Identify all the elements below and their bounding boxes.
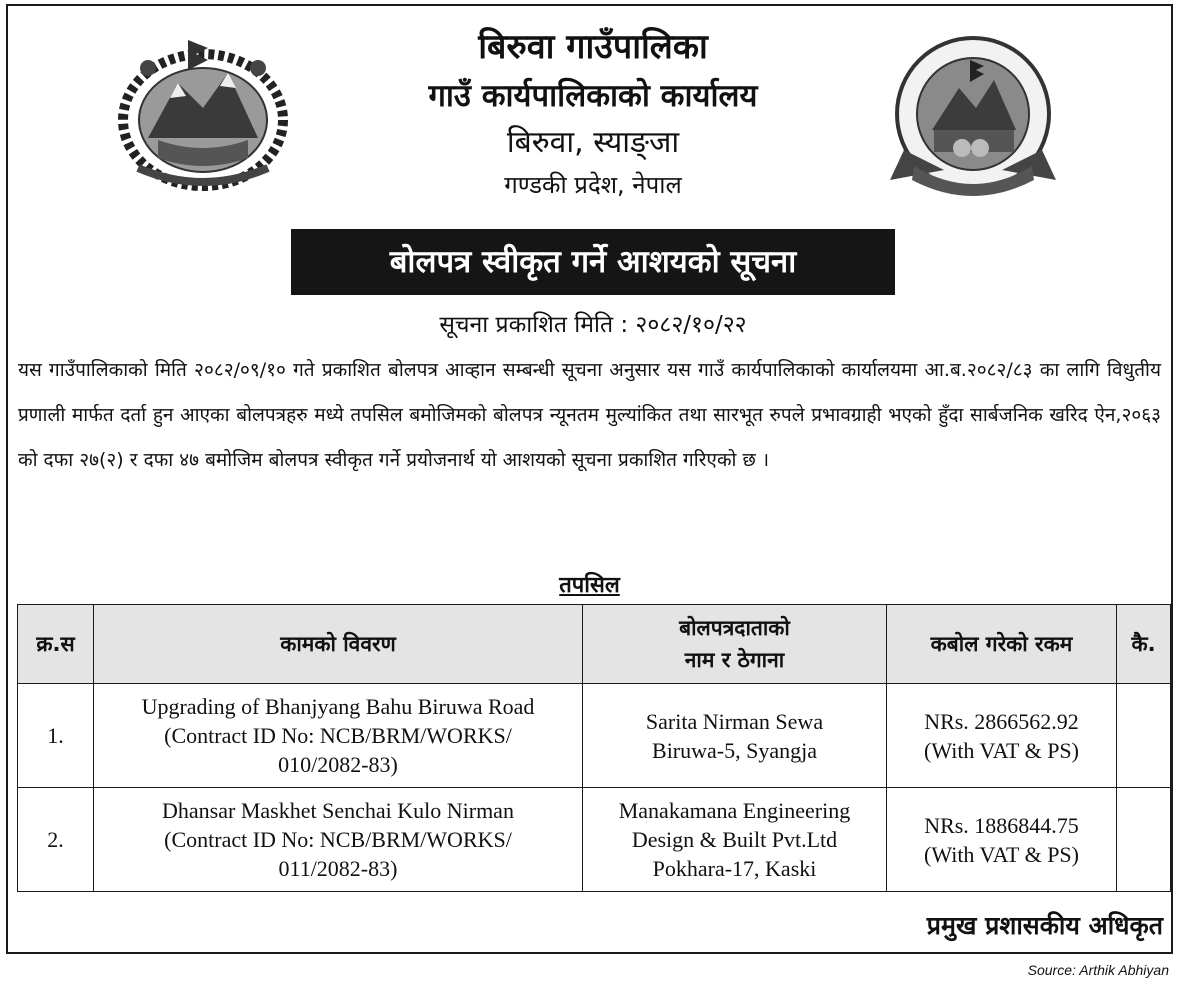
notice-frame <box>6 4 1173 954</box>
amount-line: (With VAT & PS) <box>924 737 1079 763</box>
work-line: Dhansar Maskhet Senchai Kulo Nirman <box>162 798 514 823</box>
row-amount <box>887 788 1117 892</box>
bidder-line: Biruwa-5, Syangja <box>652 737 817 763</box>
notice-title-banner: बोलपत्र स्वीकृत गर्ने आशयको सूचना <box>291 229 895 295</box>
province-country: गण्डकी प्रदेश, नेपाल <box>504 171 682 199</box>
header-work-description: कामको विवरण <box>94 605 583 684</box>
published-date: सूचना प्रकाशित मिति : २०८२/१०/२२ <box>439 312 747 338</box>
work-line: 011/2082-83) <box>278 856 398 881</box>
work-line: (Contract ID No: NCB/BRM/WORKS/ <box>164 723 512 748</box>
header-bidder-line2: नाम र ठेगाना <box>684 648 785 672</box>
row-bidder <box>583 684 887 788</box>
biruwa-municipality-logo-icon <box>884 30 1062 202</box>
source-credit: Source: Arthik Abhiyan <box>1027 962 1169 978</box>
amount-line: NRs. 1886844.75 <box>924 812 1079 838</box>
header-bidder-line1: बोलपत्रदाताको <box>679 616 790 640</box>
row-remarks <box>1117 684 1171 788</box>
row-work <box>94 788 583 892</box>
header-remarks: कै. <box>1117 605 1171 684</box>
amount-line: (With VAT & PS) <box>924 841 1079 867</box>
office-header <box>308 22 878 204</box>
office-name: गाउँ कार्यपालिकाको कार्यालय <box>428 78 758 114</box>
row-serial: 2. <box>18 788 94 892</box>
amount-line: NRs. 2866562.92 <box>924 708 1079 734</box>
bidder-line: Design & Built Pvt.Ltd <box>631 827 838 852</box>
signatory-title: प्रमुख प्रशासकीय अधिकृत <box>926 911 1163 940</box>
bidder-line: Manakamana Engineering <box>618 798 851 823</box>
row-remarks <box>1117 788 1171 892</box>
details-heading: तपसिल <box>559 573 620 598</box>
work-line: 010/2082-83) <box>278 752 398 777</box>
office-location: बिरुवा, स्याङ्जा <box>506 125 680 160</box>
table-header-row <box>18 605 1171 684</box>
row-work <box>94 684 583 788</box>
bidder-line: Pokhara-17, Kaski <box>652 856 817 881</box>
bidder-line: Sarita Nirman Sewa <box>645 708 824 734</box>
header-bidder <box>583 605 887 684</box>
table-row <box>18 788 1171 892</box>
table-row <box>18 684 1171 788</box>
row-amount <box>887 684 1117 788</box>
notice-body: यस गाउँपालिकाको मिति २०८२/०९/१० गते प्रकाशित बोलपत्र आव्हान सम्बन्धी सूचना अनुसार यस गाउँ कार्यपालिकाको कार्यालयमा आ.ब.२०८२/८३ का लागि विधुतीय प्रणाली मार्फत दर्ता हुन आएका बोलपत्रहरु मध्ये तपसिल बमोजिमको बोलपत्र न्यूनतम मुल्यांकित तथा सारभूत रुपले प्रभावग्राही भएको हुँदा सार्बजनिक खरिद ऐन,२०६३ को दफा २७(२) र दफा ४७ बमोजिम बोलपत्र स्वीकृत गर्ने प्रयोजनार्थ यो आशयको सूचना प्रकाशित गरिएको छ । <box>18 359 1161 471</box>
nepal-coat-of-arms-icon <box>108 28 298 198</box>
work-line: (Contract ID No: NCB/BRM/WORKS/ <box>164 827 512 852</box>
bid-table <box>17 604 1171 892</box>
work-line: Upgrading of Bhanjyang Bahu Biruwa Road <box>141 694 535 719</box>
row-bidder <box>583 788 887 892</box>
municipality-name: बिरुवा गाउँपालिका <box>478 27 708 67</box>
header-amount: कबोल गरेको रकम <box>887 605 1117 684</box>
header-serial: क्र.स <box>18 605 94 684</box>
row-serial: 1. <box>18 684 94 788</box>
